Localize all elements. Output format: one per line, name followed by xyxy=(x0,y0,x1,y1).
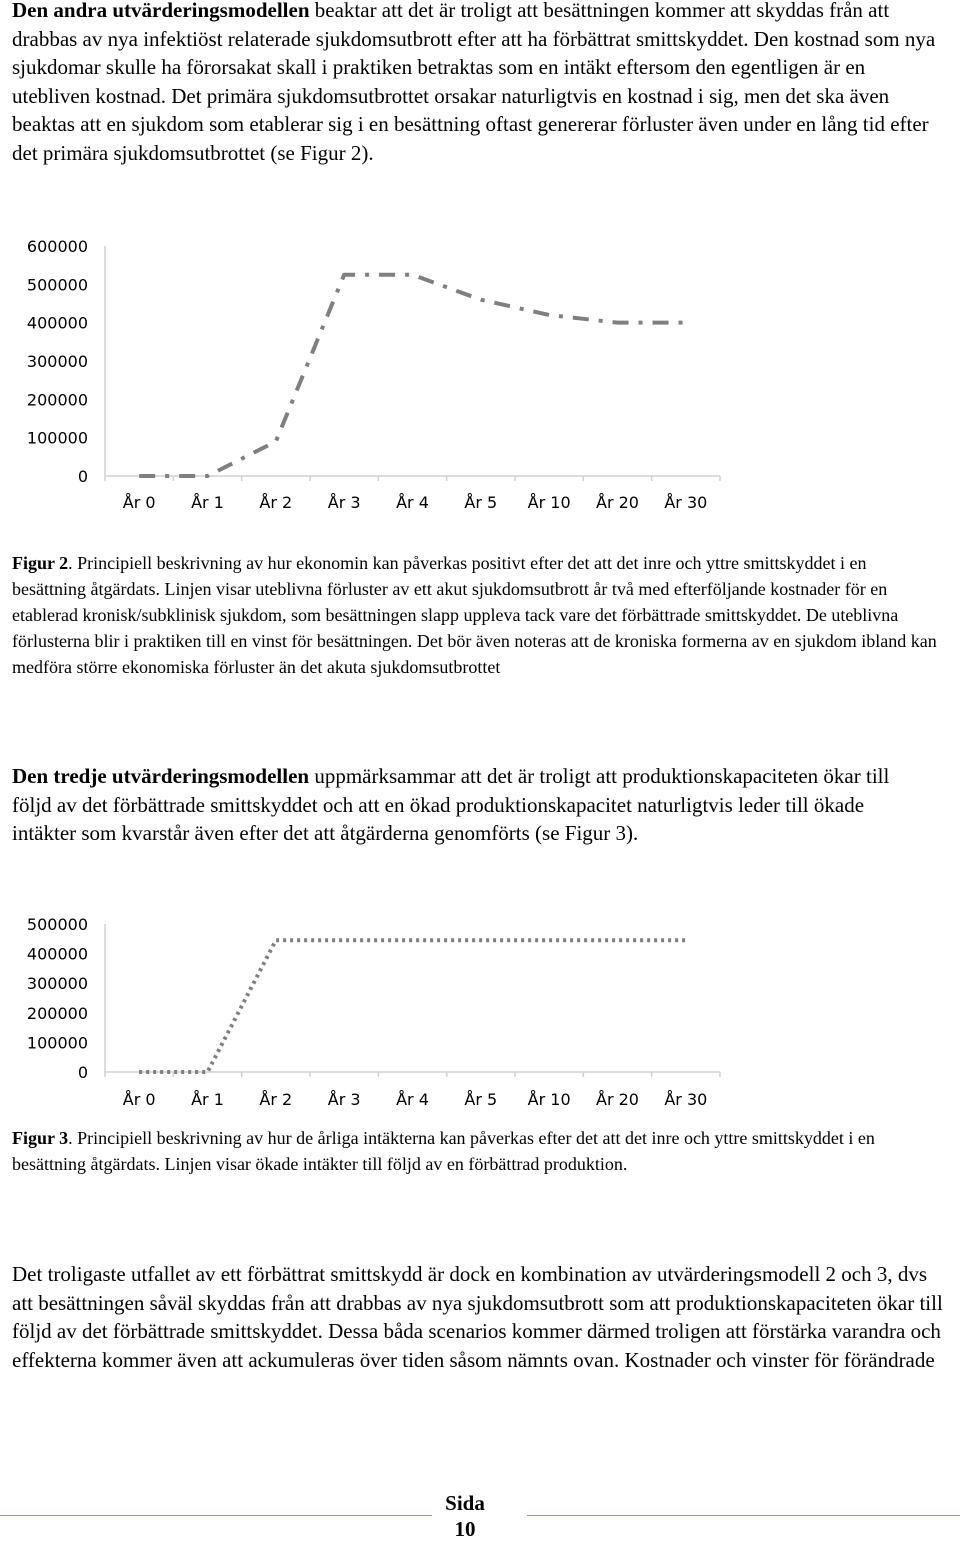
x-tick-label: År 10 xyxy=(527,493,571,512)
figure-2-caption-text: . Principiell beskrivning av hur ekonomin kan påverkas positivt efter det att det inre och yttre smittskyddet i en besättning åtgärdats. Linjen visar uteblivna förluster av ett akut sjukdomsutbrott år två med efterföljande kostnader för en etablerad kronisk/subklinisk sjukdom, som besättningen slapp uppleva tack vare det förbättrade smittskyddet. De uteblivna förlusterna blir i praktiken till en vinst för besättningen. Det bör även noteras att de kroniska formerna av en sjukdom ibland kan medföra större ekonomiska förluster än det akuta sjukdomsutbrottet xyxy=(12,553,937,677)
intro-paragraph xyxy=(12,0,947,167)
section-3-heading: Den tredje utvärderingsmodellen xyxy=(12,764,310,788)
footer-rule-left xyxy=(0,1515,432,1516)
intro-heading: Den andra utvärderingsmodellen xyxy=(12,0,310,22)
closing-text: Det troligaste utfallet av ett förbättrat smittskydd är dock en kombination av utvärderingsmodell 2 och 3, dvs att besättningen såväl skyddas från att drabbas av nya sjukdomsutbrott som att produktionskapaciteten ökar till följd av det förbättrade smittskyddet. Dessa båda scenarios kommer därmed troligen att förstärka varandra och effekterna kommer även att ackumuleras över tiden såsom nämnts ovan. Kostnader och vinster för förändrade xyxy=(12,1262,943,1372)
section-3-text: uppmärksammar att det är troligt att produktionskapaciteten ökar till följd av det förbättrade smittskyddet och att en ökad produktionskapacitet naturligtvis leder till ökade intäkter som kvarstår även efter det att åtgärderna genomförts (se Figur 3). xyxy=(12,764,890,845)
y-tick-label: 100000 xyxy=(26,1033,88,1053)
x-tick-label: År 30 xyxy=(664,493,708,512)
x-tick-label: År 4 xyxy=(396,1090,429,1109)
x-tick-label: År 5 xyxy=(464,493,498,512)
y-tick-label: 300000 xyxy=(26,352,88,371)
y-tick-label: 200000 xyxy=(26,390,88,410)
x-tick-label: År 20 xyxy=(596,493,639,512)
footer-rule-right xyxy=(527,1515,960,1516)
y-tick-label: 500000 xyxy=(26,915,88,934)
x-tick-label: År 3 xyxy=(327,493,361,512)
page-label: Sida xyxy=(445,1491,485,1515)
x-tick-label: År 5 xyxy=(464,1090,498,1109)
intro-text: beaktar att det är troligt att besättningen kommer att skyddas från att drabbas av nya infektiöst relaterade sjukdomsutbrott efter att ha förbättrat smittskyddet. Den kostnad som nya sjukdomar skulle ha förorsakat skall i praktiken betraktas som en intäkt eftersom den egentligen är en utebliven kostnad. Det primära sjukdomsutbrottet orsakar naturligtvis en kostnad i sig, men det ska även beaktas att en sjukdom som etablerar sig i en besättning oftast genererar förluster även under en lång tid efter det primära sjukdomsutbrottet (se Figur 2). xyxy=(12,0,936,165)
x-tick-label: År 2 xyxy=(259,493,293,512)
section-3-paragraph xyxy=(12,762,912,848)
series-line xyxy=(139,275,686,476)
x-tick-label: År 4 xyxy=(396,493,429,512)
x-tick-label: År 10 xyxy=(527,1090,571,1109)
closing-paragraph xyxy=(12,1260,947,1374)
x-tick-label: År 3 xyxy=(327,1090,361,1109)
x-tick-label: År 1 xyxy=(191,493,224,512)
x-tick-label: År 2 xyxy=(259,1090,293,1109)
y-tick-label: 400000 xyxy=(26,313,88,333)
y-tick-label: 400000 xyxy=(26,944,88,964)
figure-2-chart xyxy=(0,228,760,518)
y-tick-label: 0 xyxy=(77,1063,88,1082)
figure-3-label: Figur 3 xyxy=(12,1128,69,1148)
y-tick-label: 600000 xyxy=(26,237,88,256)
page-number xyxy=(430,1490,500,1542)
x-tick-label: År 1 xyxy=(191,1090,224,1109)
x-tick-label: År 0 xyxy=(122,1090,156,1109)
figure-2-caption xyxy=(12,550,937,680)
x-tick-label: År 0 xyxy=(122,493,156,512)
y-tick-label: 500000 xyxy=(26,275,88,295)
figure-3-caption-text: . Principiell beskrivning av hur de årliga intäkterna kan påverkas efter det att det inre och yttre smittskyddet i en besättning åtgärdats. Linjen visar ökade intäkter till följd av en förbättrad produktion. xyxy=(12,1128,875,1174)
y-tick-label: 300000 xyxy=(26,974,88,994)
series-line xyxy=(139,940,686,1072)
x-tick-label: År 20 xyxy=(596,1090,639,1109)
figure-3-caption xyxy=(12,1125,937,1177)
x-tick-label: År 30 xyxy=(664,1090,708,1109)
y-tick-label: 200000 xyxy=(26,1003,88,1023)
page-number-value: 10 xyxy=(454,1517,476,1541)
y-tick-label: 0 xyxy=(77,467,88,486)
figure-2-label: Figur 2 xyxy=(12,553,69,573)
y-tick-label: 100000 xyxy=(26,428,88,448)
figure-3-chart xyxy=(0,908,760,1113)
